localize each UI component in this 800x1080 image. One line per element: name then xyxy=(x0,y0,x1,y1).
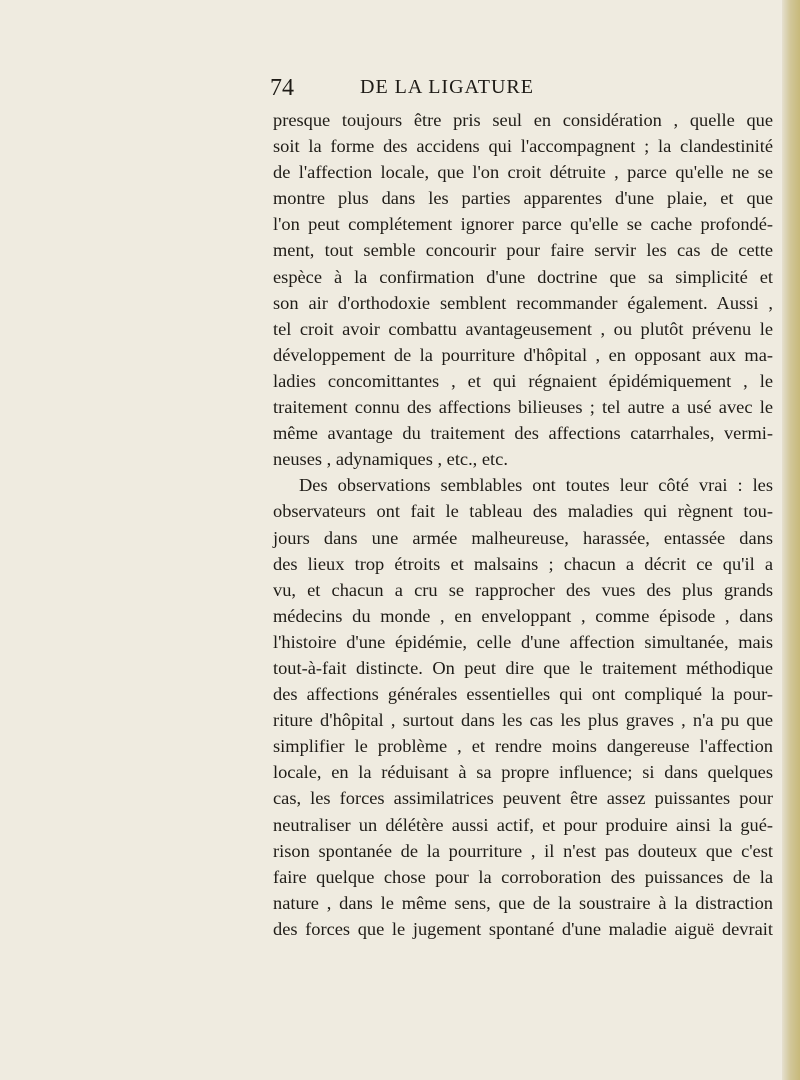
text-line: observateurs ont fait le tableau des maladies qui règnent tou- xyxy=(273,501,773,522)
text-line: de l'affection locale, que l'on croit détruite , parce qu'elle ne se xyxy=(273,162,773,183)
text-line: l'histoire d'une épidémie, celle d'une affection simultanée, mais xyxy=(273,631,773,652)
text-line: l'on peut complétement ignorer parce qu'elle se cache profondé- xyxy=(273,214,773,235)
text-line: neuses , adynamiques , etc., etc. xyxy=(273,449,508,470)
text-line: tel croit avoir combattu avantageusement , ou plutôt prévenu le xyxy=(273,318,773,339)
text-line: rison spontanée de la pourriture , il n'est pas douteux que c'est xyxy=(273,840,773,861)
text-line: médecins du monde , en enveloppant , comme épisode , dans xyxy=(273,605,773,626)
text-line: jours dans une armée malheureuse, harassée, entassée dans xyxy=(273,527,773,548)
text-line: cas, les forces assimilatrices peuvent être assez puissantes pour xyxy=(273,788,773,809)
text-line: traitement connu des affections bilieuses ; tel autre a usé avec le xyxy=(273,397,773,418)
text-line: neutraliser un délétère aussi actif, et pour produire ainsi la gué- xyxy=(273,814,773,835)
text-line: riture d'hôpital , surtout dans les cas les plus graves , n'a pu que xyxy=(273,710,773,731)
text-line: développement de la pourriture d'hôpital , en opposant aux ma- xyxy=(273,344,773,365)
text-line: soit la forme des accidens qui l'accompagnent ; la clandestinité xyxy=(273,136,773,157)
text-line: presque toujours être pris seul en considération , quelle que xyxy=(273,110,773,130)
text-line: vu, et chacun a cru se rapprocher des vues des plus grands xyxy=(273,579,773,600)
text-line: locale, en la réduisant à sa propre influence; si dans quelques xyxy=(273,762,773,783)
text-line: des forces que le jugement spontané d'une maladie aiguë devrait xyxy=(273,918,773,939)
text-line: simplifier le problème , et rendre moins dangereuse l'affection xyxy=(273,736,773,757)
text-line: faire quelque chose pour la corroboration des puissances de la xyxy=(273,866,773,887)
text-line: même avantage du traitement des affections catarrhales, vermi- xyxy=(273,423,773,444)
text-line: des lieux trop étroits et malsains ; chacun a décrit ce qu'il a xyxy=(273,553,773,574)
text-line: son air d'orthodoxie semblent recommander également. Aussi , xyxy=(273,292,773,313)
text-line: espèce à la confirmation d'une doctrine que sa simplicité et xyxy=(273,266,773,287)
text-line: Des observations semblables ont toutes leur côté vrai : les xyxy=(299,475,773,496)
body-text xyxy=(273,107,773,942)
text-line: ladies concomittantes , et qui régnaient épidémiquement , le xyxy=(273,370,773,391)
page-number: 74 xyxy=(270,75,294,101)
text-line: des affections générales essentielles qui ont compliqué la pour- xyxy=(273,684,773,705)
text-line: montre plus dans les parties apparentes d'une plaie, et que xyxy=(273,188,773,209)
text-line: tout-à-fait distincte. On peut dire que le traitement méthodique xyxy=(273,657,773,678)
page-edge-shadow xyxy=(782,0,800,1080)
text-line: nature , dans le même sens, que de la soustraire à la distraction xyxy=(273,892,773,913)
running-title: DE LA LIGATURE xyxy=(360,76,534,98)
text-line: ment, tout semble concourir pour faire servir les cas de cette xyxy=(273,240,773,261)
